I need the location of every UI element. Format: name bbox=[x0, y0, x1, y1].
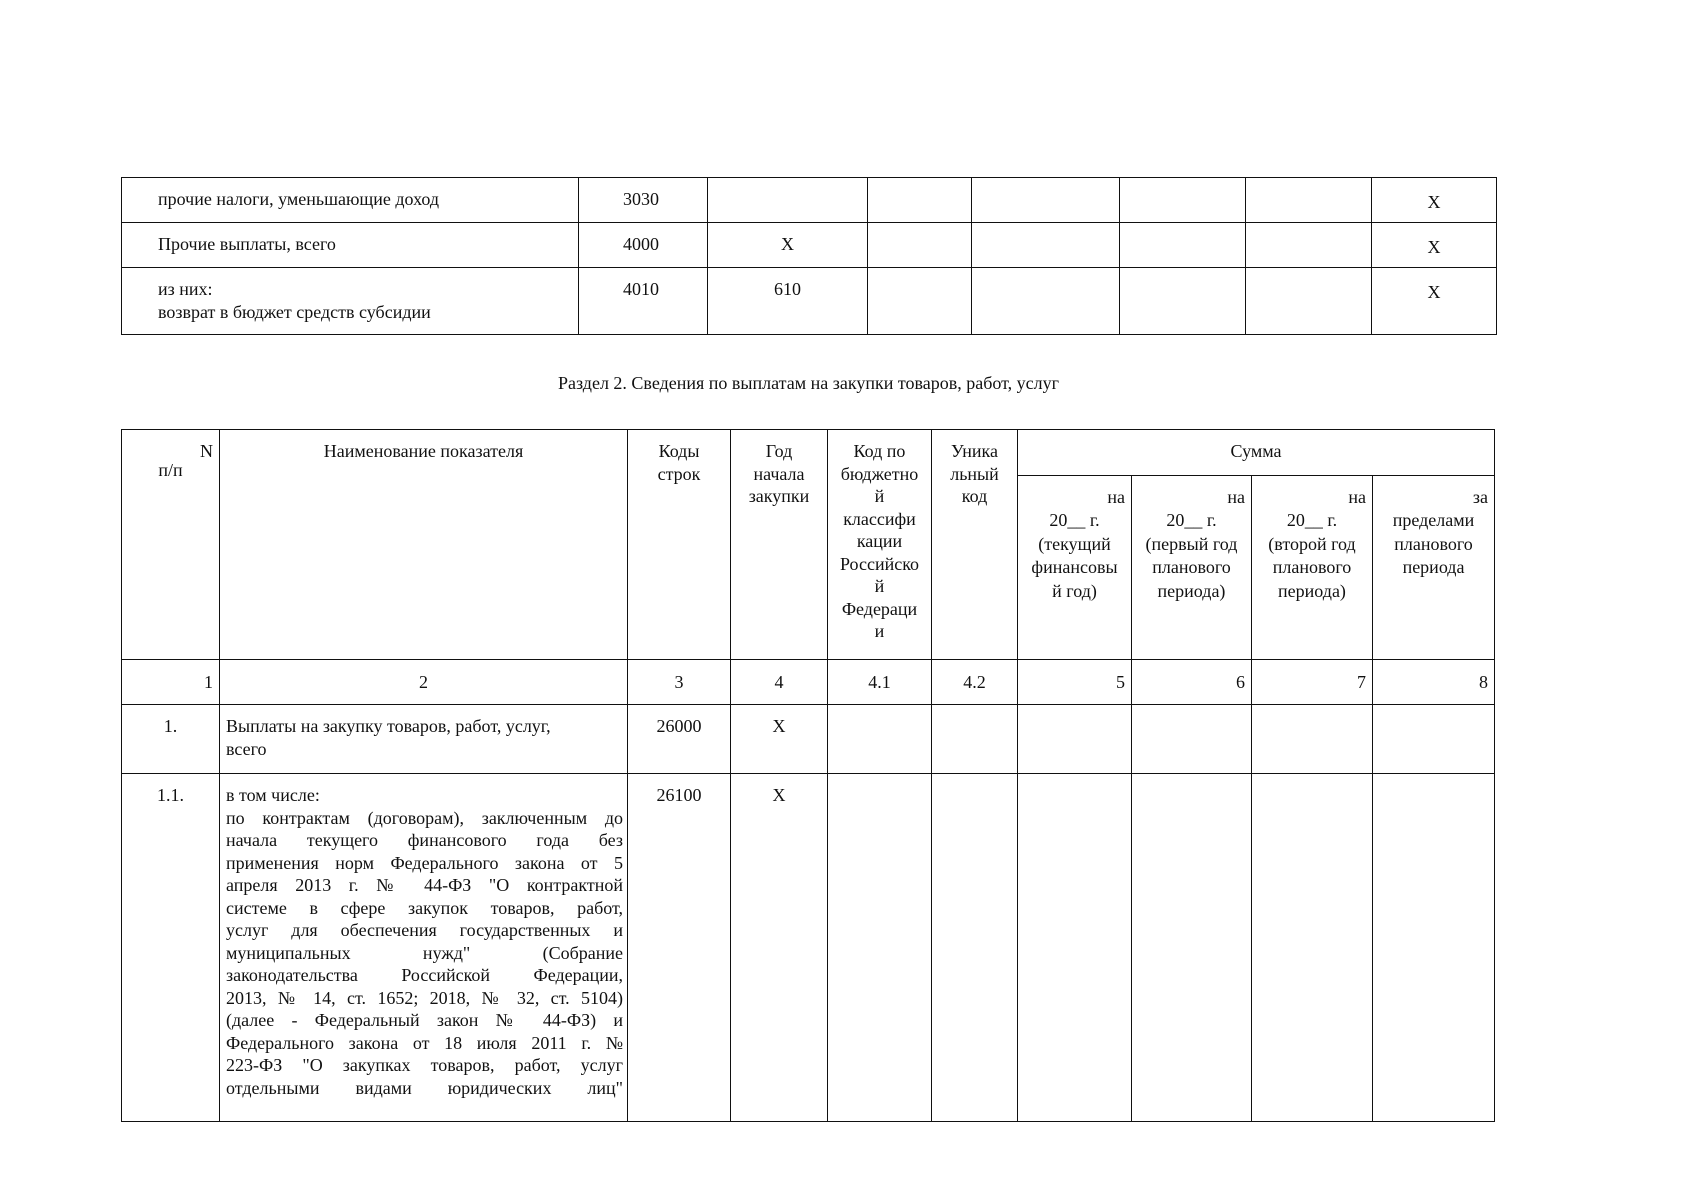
row-name bbox=[122, 178, 579, 223]
column-number: 8 bbox=[1373, 660, 1495, 705]
header-codes bbox=[628, 430, 731, 660]
row-cell bbox=[868, 178, 972, 223]
header-text: Российско bbox=[839, 553, 920, 574]
table-row bbox=[122, 223, 1497, 268]
row-name-line: прочие налоги, уменьшающие доход bbox=[158, 189, 440, 209]
header-text: планового bbox=[1152, 557, 1231, 578]
header-text: й год) bbox=[1052, 580, 1097, 601]
row-cell bbox=[1252, 774, 1373, 1122]
column-number: 4.2 bbox=[932, 660, 1018, 705]
row-cell bbox=[1373, 705, 1495, 774]
header-sum-current bbox=[1018, 476, 1132, 660]
header-text: 20__ г. bbox=[1049, 510, 1100, 531]
row-name-line: применения норм Федерального закона от 5 bbox=[226, 852, 623, 873]
header-year bbox=[731, 430, 828, 660]
row-cell bbox=[1018, 774, 1132, 1122]
header-text: периода) bbox=[1157, 580, 1226, 601]
row-cell: 610 bbox=[708, 268, 868, 335]
header-text: на bbox=[1348, 487, 1366, 507]
row-code: 26100 bbox=[628, 774, 731, 1122]
header-text: планового bbox=[1394, 533, 1473, 554]
row-name-line: законодательства Российской Федерации, bbox=[226, 965, 623, 985]
header-text: Коды bbox=[658, 441, 700, 461]
header-text: Код по bbox=[853, 441, 906, 461]
header-text: на bbox=[1107, 487, 1125, 507]
header-row bbox=[122, 430, 1495, 476]
row-code: 26000 bbox=[628, 705, 731, 774]
row-code: 4000 bbox=[579, 223, 708, 268]
header-text: периода bbox=[1402, 557, 1465, 578]
header-sum-first bbox=[1132, 476, 1252, 660]
header-text: п/п bbox=[158, 459, 183, 480]
row-cell bbox=[828, 705, 932, 774]
row-cell bbox=[932, 774, 1018, 1122]
header-text: й bbox=[874, 576, 885, 596]
row-cell bbox=[1120, 223, 1246, 268]
header-sum-beyond bbox=[1373, 476, 1495, 660]
header-text: периода) bbox=[1278, 580, 1346, 601]
row-cell bbox=[1132, 774, 1252, 1122]
row-cell bbox=[1246, 223, 1372, 268]
column-numbers-row bbox=[122, 660, 1495, 705]
header-text: закупки bbox=[748, 486, 810, 506]
row-name-line: системе в сфере закупок товаров, работ, bbox=[226, 897, 623, 918]
row-name-line: начала текущего финансового года без bbox=[226, 830, 623, 850]
row-cell-x: X bbox=[1372, 178, 1497, 223]
header-text: (текущий bbox=[1038, 533, 1111, 554]
row-cell bbox=[828, 774, 932, 1122]
table-row bbox=[122, 178, 1497, 223]
header-text: 20__ г. bbox=[1166, 510, 1217, 531]
row-cell bbox=[1120, 268, 1246, 335]
table-row bbox=[122, 774, 1495, 1122]
row-cell bbox=[868, 268, 972, 335]
header-name: Наименование показателя bbox=[220, 430, 628, 660]
column-number: 4.1 bbox=[828, 660, 932, 705]
row-name-line: услуг для обеспечения государственных и bbox=[226, 920, 623, 940]
row-name-line: в том числе: bbox=[226, 785, 320, 805]
header-text: Федераци bbox=[841, 598, 918, 619]
column-number: 1 bbox=[122, 660, 220, 705]
row-name-line: 223-ФЗ "О закупках товаров, работ, услуг bbox=[226, 1055, 623, 1075]
row-name-line: (далее - Федеральный закон № 44-ФЗ) и bbox=[226, 1010, 623, 1030]
header-text: (первый год bbox=[1145, 533, 1238, 554]
row-name-line: всего bbox=[226, 738, 267, 759]
row-name bbox=[220, 774, 628, 1122]
header-text: на bbox=[1227, 487, 1245, 507]
column-number: 4 bbox=[731, 660, 828, 705]
header-text: Год bbox=[765, 441, 793, 461]
row-name-line: Выплаты на закупку товаров, работ, услуг, bbox=[226, 716, 551, 736]
header-text: бюджетно bbox=[840, 463, 919, 484]
header-text: классифи bbox=[843, 508, 916, 529]
header-text: 20__ г. bbox=[1286, 510, 1338, 531]
header-text: (второй год bbox=[1268, 533, 1356, 554]
header-text: льный bbox=[950, 463, 999, 484]
payments-table-continuation bbox=[121, 177, 1497, 335]
row-code: 4010 bbox=[579, 268, 708, 335]
row-name-line: по контрактам (договорам), заключенным до bbox=[226, 807, 623, 828]
row-cell: X bbox=[708, 223, 868, 268]
table-row bbox=[122, 268, 1497, 335]
row-name-line: Федерального закона от 18 июля 2011 г. № bbox=[226, 1032, 623, 1053]
column-number: 2 bbox=[220, 660, 628, 705]
header-text: за bbox=[1472, 487, 1489, 507]
row-cell bbox=[1252, 705, 1373, 774]
row-name-line: отдельными видами юридических лиц" bbox=[226, 1077, 623, 1098]
header-num bbox=[122, 430, 220, 660]
row-cell bbox=[972, 178, 1120, 223]
row-name-line: Прочие выплаты, всего bbox=[158, 234, 336, 254]
row-cell bbox=[1246, 268, 1372, 335]
row-cell bbox=[1018, 705, 1132, 774]
row-cell bbox=[1132, 705, 1252, 774]
row-cell bbox=[708, 178, 868, 223]
header-text: и bbox=[874, 621, 885, 641]
row-name bbox=[122, 223, 579, 268]
row-cell bbox=[972, 268, 1120, 335]
row-name-line: апреля 2013 г. № 44-ФЗ "О контрактной bbox=[226, 875, 623, 895]
row-year: X bbox=[731, 705, 828, 774]
row-num: 1.1. bbox=[122, 774, 220, 1122]
purchases-table bbox=[121, 429, 1495, 1122]
header-budget-code bbox=[828, 430, 932, 660]
column-number: 3 bbox=[628, 660, 731, 705]
row-code: 3030 bbox=[579, 178, 708, 223]
row-cell bbox=[1373, 774, 1495, 1122]
header-text: Уника bbox=[951, 441, 998, 461]
header-text: й bbox=[874, 486, 885, 506]
row-cell-x: X bbox=[1372, 268, 1497, 335]
row-cell bbox=[1246, 178, 1372, 223]
header-text: финансовы bbox=[1031, 557, 1118, 578]
header-text: строк bbox=[657, 463, 701, 484]
row-name-line: муниципальных нужд" (Собрание bbox=[226, 942, 623, 963]
header-unique-code bbox=[932, 430, 1018, 660]
section-title: Раздел 2. Сведения по выплатам на закупки товаров, работ, услуг bbox=[558, 373, 1059, 393]
row-name bbox=[122, 268, 579, 335]
row-cell bbox=[868, 223, 972, 268]
column-number: 6 bbox=[1132, 660, 1252, 705]
row-name bbox=[220, 705, 628, 774]
row-name-line: возврат в бюджет средств субсидии bbox=[158, 301, 431, 322]
row-cell bbox=[1120, 178, 1246, 223]
header-text: кации bbox=[856, 531, 903, 551]
row-name-line: 2013, № 14, ст. 1652; 2018, № 32, ст. 5104) bbox=[226, 987, 623, 1008]
row-year: X bbox=[731, 774, 828, 1122]
header-text: код bbox=[961, 486, 988, 506]
header-sum: Сумма bbox=[1018, 430, 1495, 476]
row-cell bbox=[932, 705, 1018, 774]
header-text: начала bbox=[753, 463, 805, 484]
header-text: N bbox=[200, 441, 213, 461]
header-sum-second bbox=[1252, 476, 1373, 660]
table-row bbox=[122, 705, 1495, 774]
header-text: планового bbox=[1272, 557, 1352, 578]
column-number: 5 bbox=[1018, 660, 1132, 705]
row-num: 1. bbox=[122, 705, 220, 774]
row-name-line: из них: bbox=[158, 279, 213, 299]
column-number: 7 bbox=[1252, 660, 1373, 705]
row-cell-x: X bbox=[1372, 223, 1497, 268]
row-cell bbox=[972, 223, 1120, 268]
header-text: пределами bbox=[1392, 510, 1475, 531]
